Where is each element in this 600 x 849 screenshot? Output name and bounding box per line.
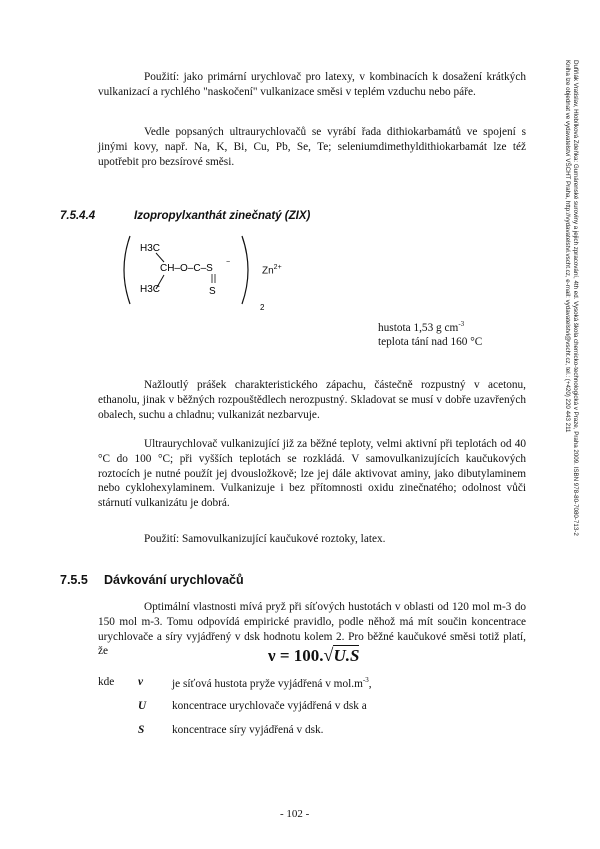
definition-row: kde ν je síťová hustota pryže vyjádřená v $mol.m^{-3}$,: [98, 676, 372, 690]
melting-point: teplota tání nad 160 °C: [378, 336, 483, 348]
side-citation: [563, 60, 579, 620]
right-bracket: [242, 236, 248, 304]
bond-top: [156, 253, 164, 262]
paragraph-usage-2: Použití: Samovulkanizující kaučukové roztoky, latex.: [144, 533, 386, 545]
formula-radicand: U.S: [333, 646, 360, 665]
paragraph-dosing: Optimální vlastnosti mívá pryž při síťových hustotách v oblasti od 120 mol m-3 do 150 mol m-3. Tomu odpovídá empirické pravidlo, podle něhož má mít součin koncentrace urychlovače a síry vyjádřený v dsk hodnotu kolem 2. Pro běžné kaučukové směsi totiž platí, že: [98, 601, 526, 658]
page-number: - 102 -: [280, 808, 310, 820]
chain-text: CH–O–C–S: [160, 263, 213, 274]
citation-line-1: Dufiňák Vratislav, Hlobílková Zdeňka: Gumárenské suroviny a jejich zpracování, 4th ed. Vysoká škola chemicko-technologická v Praze, Praha 2009. ISBN 978-80-7080-713-2: [572, 60, 579, 536]
section-heading-7-5-4-4: 7.5.4.4 Izopropylxanthát zinečnatý (ZIX): [60, 210, 311, 222]
zinc-ion: $Zn^{2+}$: [262, 264, 282, 277]
section-heading-7-5-5: 7.5.5 Dávkování urychlovačů: [60, 573, 244, 587]
left-bracket: [124, 236, 130, 304]
paragraph-activity: Ultraurychlovač vulkanizující již za běžné teploty, velmi aktivní při teplotách od 40 °C do 100 °C; při vyšších teplotách se rozkládá. V samovulkanizujících kaučukových roztocích je nutné použít jej dvousložkově; lze jej dále aktivovat aminy, jako dibutylaminem nebo cyklohexylaminem. Vulkanizuje i bez přítomnosti oxidu zinečnatého; odolnost vůči stárnutí vulkanizátu je dobrá.: [98, 438, 526, 510]
zix-structure: [120, 234, 270, 314]
citation-line-2: Kniha lze objednat ve vydavatelství VŠCHT Praha, http://vydavatelstvi.vscht.cz, e-mail: vydavatelstvi@vscht.cz, tel.: (+420) 220 443 211: [563, 60, 571, 433]
minus-charge: −: [226, 259, 231, 266]
paragraph-usage-1: Použití: jako primární urychlovač pro latexy, v kombinacích k dosažení krátkých vulkanizací a rychlého "naskočení" vulkanizace směsi v teplém vzduchu nebo páře.: [98, 71, 526, 98]
methyl-bottom: H3C: [140, 284, 161, 295]
density: hustota 1,53 g $cm^{-3}$: [378, 320, 465, 334]
sulfur-double: S: [209, 286, 216, 297]
methyl-top: H3C: [140, 243, 161, 254]
formula-crosslink-density: ν = 100.√U.S: [268, 645, 360, 665]
paragraph-description: Nažloutlý prášek charakteristického zápachu, částečně rozpustný v acetonu, ethanolu, jinak v běžných rozpouštědlech nerozpustný. Skladovat se musí v dobře uzavřených obalech, suchu a chladnu; vulkanizát nezbarvuje.: [98, 379, 526, 421]
bracket-subscript: 2: [260, 303, 265, 312]
paragraph-dithiocarbamates: Vedle popsaných ultraurychlovačů se vyrábí řada dithiokarbamátů ve spojení s jinými kovy, např. Na, K, Bi, Cu, Pb, Se, Te; seleniumdimethyldithiokarbamát lze též upotřebit pro bezsírové směsi.: [98, 126, 526, 168]
sqrt-sign: √: [323, 645, 334, 665]
